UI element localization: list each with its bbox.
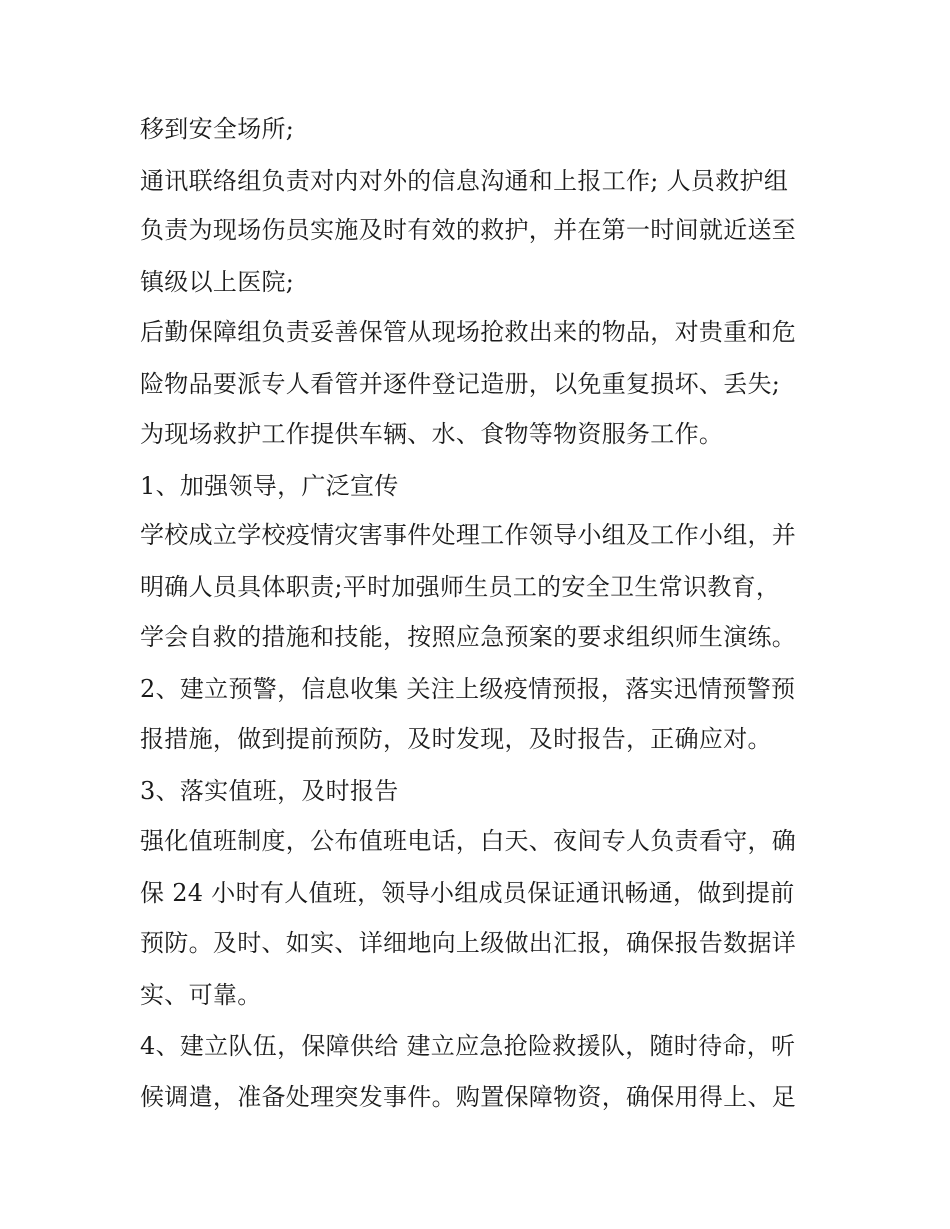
text-line: 负责为现场伤员实施及时有效的救护，并在第一时间就近送至 [140, 216, 797, 244]
text-line: 明确人员具体职责;平时加强师生员工的安全卫生常识教育， [140, 573, 781, 601]
text-line: 候调遣，准备处理突发事件。购置保障物资，确保用得上、足 [140, 1083, 797, 1111]
text-line: 移到安全场所; [140, 115, 295, 143]
text-line: 实、可靠。 [140, 981, 262, 1009]
section-heading: 3、落实值班，及时报告 [140, 777, 399, 805]
text-line: 强化值班制度，公布值班电话，白天、夜间专人负责看守，确 [140, 827, 797, 855]
text-line: 2、建立预警，信息收集 关注上级疫情预报，落实迅情预警预 [140, 675, 796, 703]
text-line: 保 24 小时有人值班，领导小组成员保证通讯畅通，做到提前 [140, 879, 795, 907]
text-line: 预防。及时、如实、详细地向上级做出汇报，确保报告数据详 [140, 929, 797, 957]
text-line: 险物品要派专人看管并逐件登记造册，以免重复损坏、丢失; [140, 370, 781, 398]
text-line: 通讯联络组负责对内对外的信息沟通和上报工作; 人员救护组 [140, 167, 789, 195]
text-line: 后勤保障组负责妥善保管从现场抢救出来的物品，对贵重和危 [140, 318, 797, 346]
text-line: 为现场救护工作提供车辆、水、食物等物资服务工作。 [140, 420, 724, 448]
section-heading: 1、加强领导，广泛宣传 [140, 472, 399, 500]
text-line: 4、建立队伍，保障供给 建立应急抢险救援队，随时待命，听 [140, 1032, 796, 1060]
text-line: 学会自救的措施和技能，按照应急预案的要求组织师生演练。 [140, 623, 797, 651]
text-line: 学校成立学校疫情灾害事件处理工作领导小组及工作小组，并 [140, 521, 797, 549]
text-line: 报措施，做到提前预防，及时发现，及时报告，正确应对。 [140, 725, 772, 753]
text-line: 镇级以上医院; [140, 268, 295, 296]
